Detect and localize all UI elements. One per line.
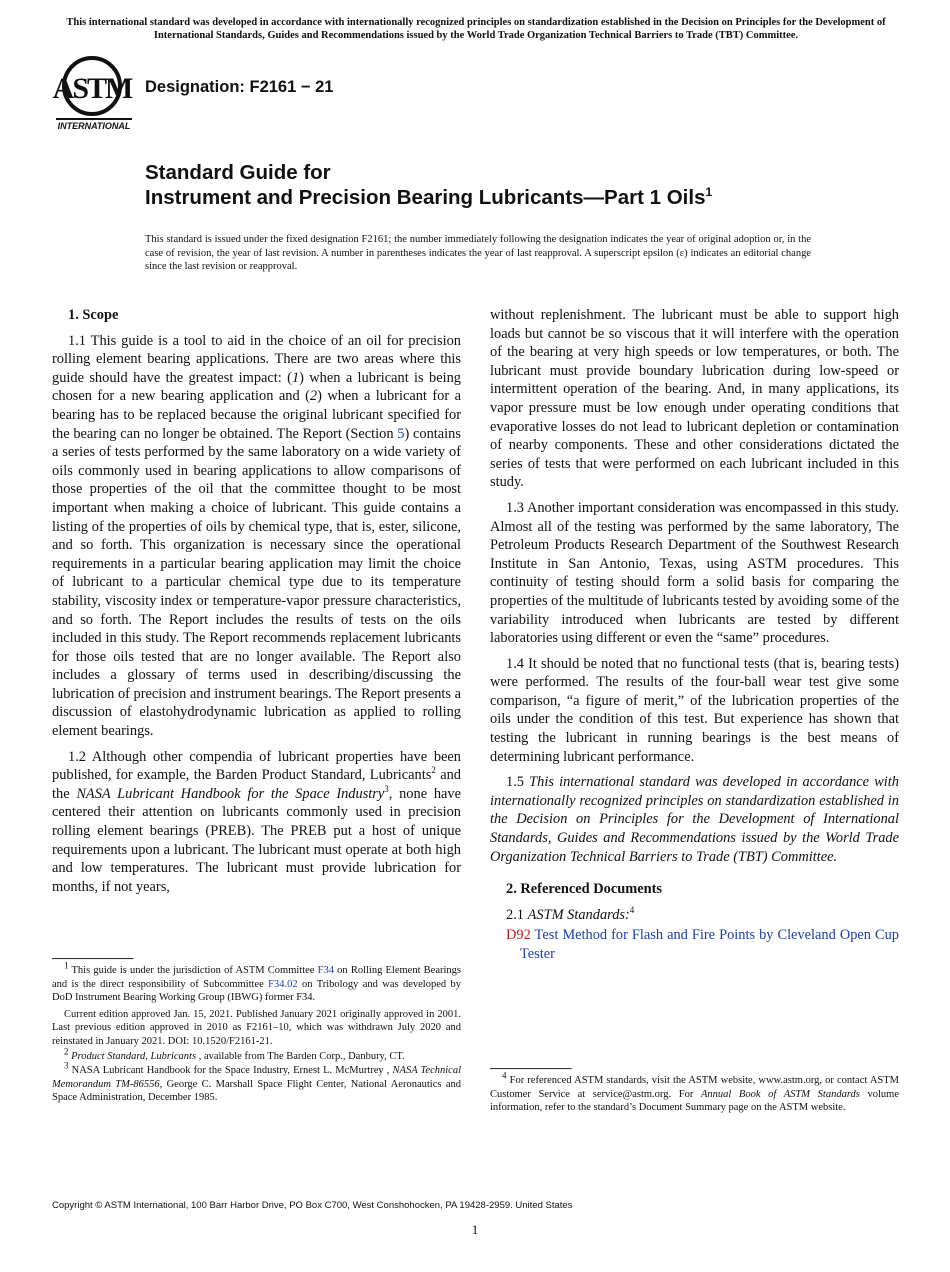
footnotes-right	[490, 1068, 899, 1116]
section-heading-referenced-documents: 2. Referenced Documents	[506, 881, 662, 898]
logo-text: ASTM	[52, 72, 132, 105]
logo-subtext: INTERNATIONAL	[57, 121, 131, 131]
title-line-1: Standard Guide for	[145, 161, 331, 184]
footnote-ref-3[interactable]: 3	[384, 784, 389, 795]
title-line-2: Instrument and Precision Bearing Lubricants—Part 1 Oils$^1$	[145, 185, 713, 209]
section-heading-scope: 1. Scope	[68, 307, 119, 323]
paragraph-1-5: 1.5 This international standard was developed in accordance with internationally recognized principles on standardization established in the Decision on Principles for the Development of International Standards, Guides and Recommendations issued by the World Trade Organization Technical Barriers to Trade (TBT) Committee.	[490, 774, 899, 865]
reference-item-d92	[490, 926, 899, 963]
paragraph-1-2: 1.2 Although other compendia of lubricant properties have been published, for example, the Barden Product Standard, Lubricants$^2$ and the NASA Lubricant Handbook for the Space Industry$^3$, none have centered their attention on lubricants commonly used in precision rolling element bearings (PREB). The PREB put a host of unique requirements upon a lubricant. The lubricant must operate at both high and low temperatures. The lubricant must provide lubrication for months, if not years,	[52, 748, 461, 895]
paragraph-1-2-continued: without replenishment. The lubricant must be able to support high loads but cannot be so viscous that it will interfere with the operation of the bearing at very high speeds or low temperatures, or both. The lubricant must provide boundary lubrication during low-speed or intermittent operation of the bearing. And, in many applications, its vapor pressure must be low enough under operating conditions that evaporative losses do not lead to lubricant depletion or contamination of nearby components. These and other considerations dictated the series of tests that were performed on each lubricant included in this study.	[490, 307, 899, 491]
right-column	[490, 306, 899, 971]
astm-logo-icon	[52, 54, 136, 134]
footnote-ref-2[interactable]: 2	[431, 765, 436, 776]
tbt-notice: This international standard was developed in accordance with internationally recognized principles on standardization established in the Decision on Principles for the Development of International Standards, Guides and Recommendations issued by the World Trade Organization Technical Barriers to Trade (TBT) Committee.	[66, 17, 886, 41]
footnotes-left	[52, 958, 461, 1106]
f34-02-link[interactable]: F34.02	[268, 978, 298, 990]
paragraph-1-4: 1.4 It should be noted that no functional tests (that is, bearing tests) were performed. The results of the four-ball wear test give some comparison, “a figure of merit,” of the lubrication properties of the oils under the condition of this test. But experience has shown that testing the lubricant in running bearings is the best means of determining lubricant performance.	[490, 655, 899, 765]
left-column	[52, 306, 461, 903]
paragraph-1-1: 1.1 This guide is a tool to aid in the choice of an oil for precision rolling element bearing applications. There are two areas where this guide should have the greatest impact: (1) when a lubricant is being chosen for a new bearing application and (2) when a lubricant for a bearing has to be replaced because the original lubricant specified for the bearing can no longer be obtained. The Report (Section 5) contains a series of tests performed by the same laboratory on a wide variety of oils commonly used in bearing applications to allow comparisons of those properties of the oil that the committee thought to be most important when making a choice of lubricant. This guide contains a listing of the properties of oils by chemical type, that is, ester, silicone, and so forth. This organization is necessary since the operational requirements in a particular bearing application may limit the choice of lubricant to a particular chemical type due to its temperature stability, viscosity index or temperature-vapor pressure characteristics, and so forth. The Report includes the results of tests on the oils included in this study. The Report recommends replacement lubricants for those oils tested that are no longer available. The Report also includes a glossary of terms used in describing/discussing the lubrication of precision and instrument bearings. The Report presents a discussion of elastohydrodynamic lubrication as applied to rolling element bearings.	[52, 332, 461, 740]
footnote-1: $^1$ This guide is under the jurisdiction of ASTM Committee F34 on Rolling Element Bearings and is the direct responsibility of Subcommittee F34.02 on Tribology and was developed by DoD Instrument Bearing Working Group (IBWG) former F34.	[52, 960, 461, 1004]
footnote-4: $^4$ For referenced ASTM standards, visit the ASTM website, www.astm.org, or contact ASTM Customer Service at service@astm.org. For Annual Book of ASTM Standards volume information, refer to the standard’s Document Summary page on the ASTM website.	[490, 1070, 899, 1114]
astm-logo	[52, 54, 136, 134]
copyright-notice: Copyright © ASTM International, 100 Barr Harbor Drive, PO Box C700, West Conshohocken, PA 19428-2959. United States	[52, 1200, 573, 1211]
d92-title-link[interactable]: Test Method for Flash and Fire Points by Cleveland Open Cup Tester	[520, 927, 899, 962]
d92-code-link[interactable]: D92	[506, 927, 531, 944]
paragraph-1-3: 1.3 Another important consideration was encompassed in this study. Almost all of the testing was performed by the same laboratory, The Petroleum Products Research Department of the Southwest Research Institute in San Antonio, Texas, using ASTM procedures. This continuity of testing should form a solid basis for comparing the properties of the multitude of lubricants tested by avoiding some of the variability introduced when lubricants are tested by different laboratories using different or even the “same” procedures.	[490, 499, 899, 647]
issuance-note: This standard is issued under the fixed designation F2161; the number immediately following the designation indicates the year of original adoption or, in the case of revision, the year of last revision. A number in parentheses indicates the year of last reapproval. A superscript epsilon (ε) indicates an editorial change since the last revision or reapproval.	[145, 234, 811, 272]
page-number: 1	[471, 1222, 479, 1237]
section-5-link[interactable]: 5	[397, 425, 405, 442]
title-footnote-ref[interactable]: 1	[705, 185, 713, 200]
footnote-2: $^2$ Product Standard, Lubricants , available from The Barden Corp., Danbury, CT.	[64, 1046, 405, 1062]
astm-standards-subheading: 2.1 ASTM Standards:$^4$	[506, 905, 635, 923]
f34-link[interactable]: F34	[317, 965, 334, 976]
edition-note: Current edition approved Jan. 15, 2021. Published January 2021 originally approved in 2001. Last previous edition approved in 2010 as F2161–10, which was withdrawn July 2020 and reinstated in January 2021. DOI: 10.1520/F2161-21.	[52, 1008, 461, 1047]
footnote-ref-4[interactable]: 4	[629, 905, 635, 916]
page-title	[145, 160, 865, 210]
footnote-3: $^3$ NASA Lubricant Handbook for the Space Industry, Ernest L. McMurtrey , NASA Technical Memorandum TM-86556, George C. Marshall Space Flight Center, National Aeronautics and Space Administration, December 1985.	[52, 1060, 461, 1104]
designation: Designation: F2161 − 21	[145, 78, 334, 96]
